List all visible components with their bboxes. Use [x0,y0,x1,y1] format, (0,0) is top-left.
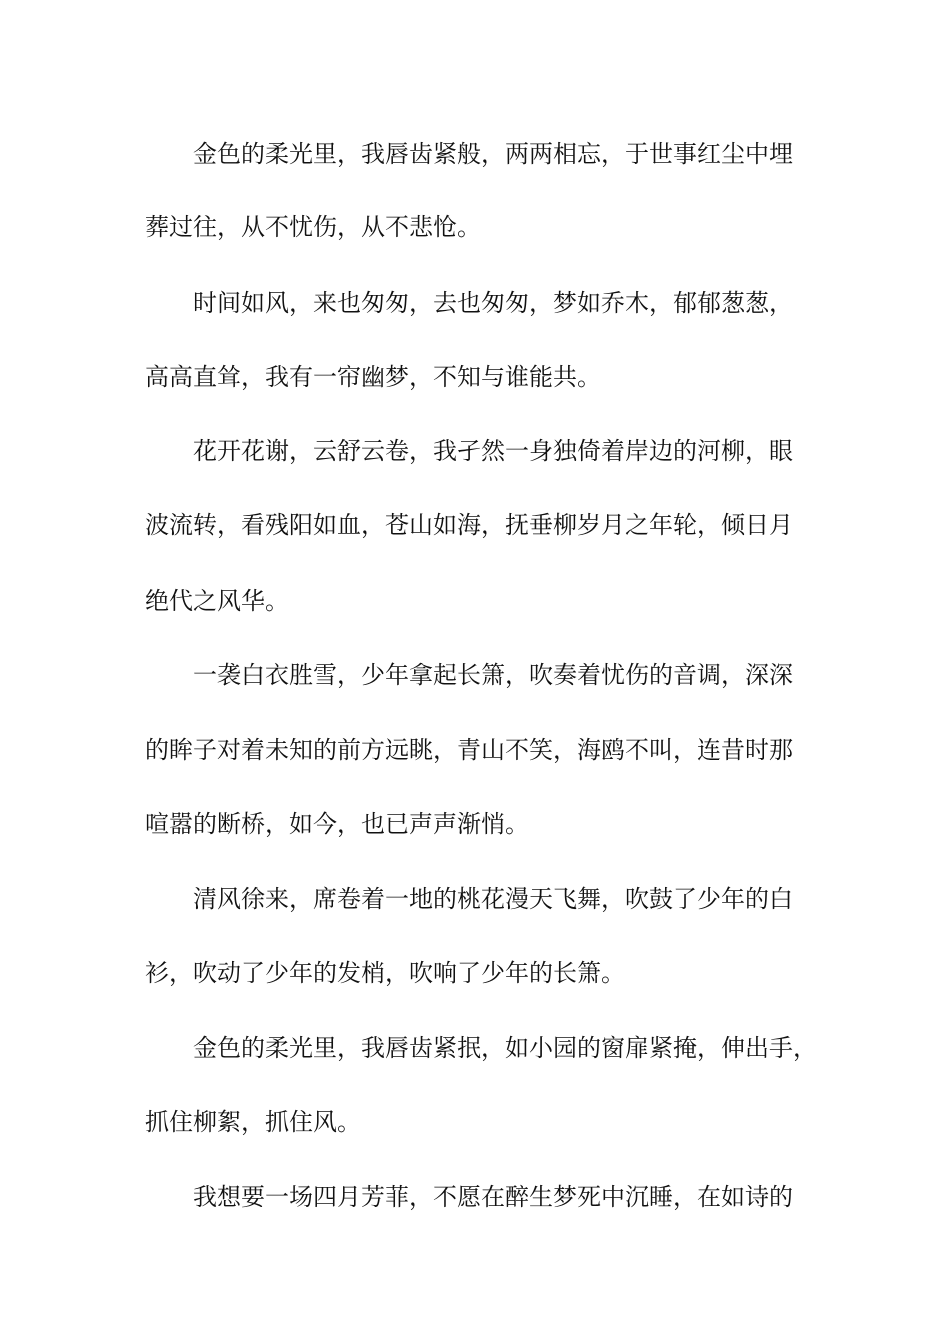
paragraph-4-line-1: 一袭白衣胜雪，少年拿起长箫，吹奏着忧伤的音调，深深 [193,661,793,689]
paragraph-6-line-1: 金色的柔光里，我唇齿紧抿，如小园的窗扉紧掩，伸出手， [193,1034,817,1062]
paragraph-4-line-3: 喧嚣的断桥，如今，也已声声渐悄。 [145,810,529,838]
paragraph-2-line-2: 高高直耸，我有一帘幽梦，不知与谁能共。 [145,363,601,391]
paragraph-1-line-1: 金色的柔光里，我唇齿紧般，两两相忘，于世事红尘中埋 [193,140,793,168]
paragraph-4-line-2: 的眸子对着未知的前方远眺，青山不笑，海鸥不叫，连昔时那 [145,736,793,764]
paragraph-7-line-1: 我想要一场四月芳菲，不愿在醉生梦死中沉睡，在如诗的 [193,1183,793,1211]
paragraph-1-line-2: 葬过往，从不忧伤，从不悲怆。 [145,213,481,241]
paragraph-3-line-3: 绝代之风华。 [145,587,289,615]
paragraph-3-line-2: 波流转，看残阳如血，苍山如海，抚垂柳岁月之年轮，倾日月 [145,511,793,539]
paragraph-5-line-2: 衫，吹动了少年的发梢，吹响了少年的长箫。 [145,959,625,987]
paragraph-2-line-1: 时间如风，来也匆匆，去也匆匆，梦如乔木，郁郁葱葱， [193,289,793,317]
paragraph-6-line-2: 抓住柳絮，抓住风。 [145,1108,361,1136]
paragraph-5-line-1: 清风徐来，席卷着一地的桃花漫天飞舞，吹鼓了少年的白 [193,885,793,913]
paragraph-3-line-1: 花开花谢，云舒云卷，我孑然一身独倚着岸边的河柳，眼 [193,437,793,465]
